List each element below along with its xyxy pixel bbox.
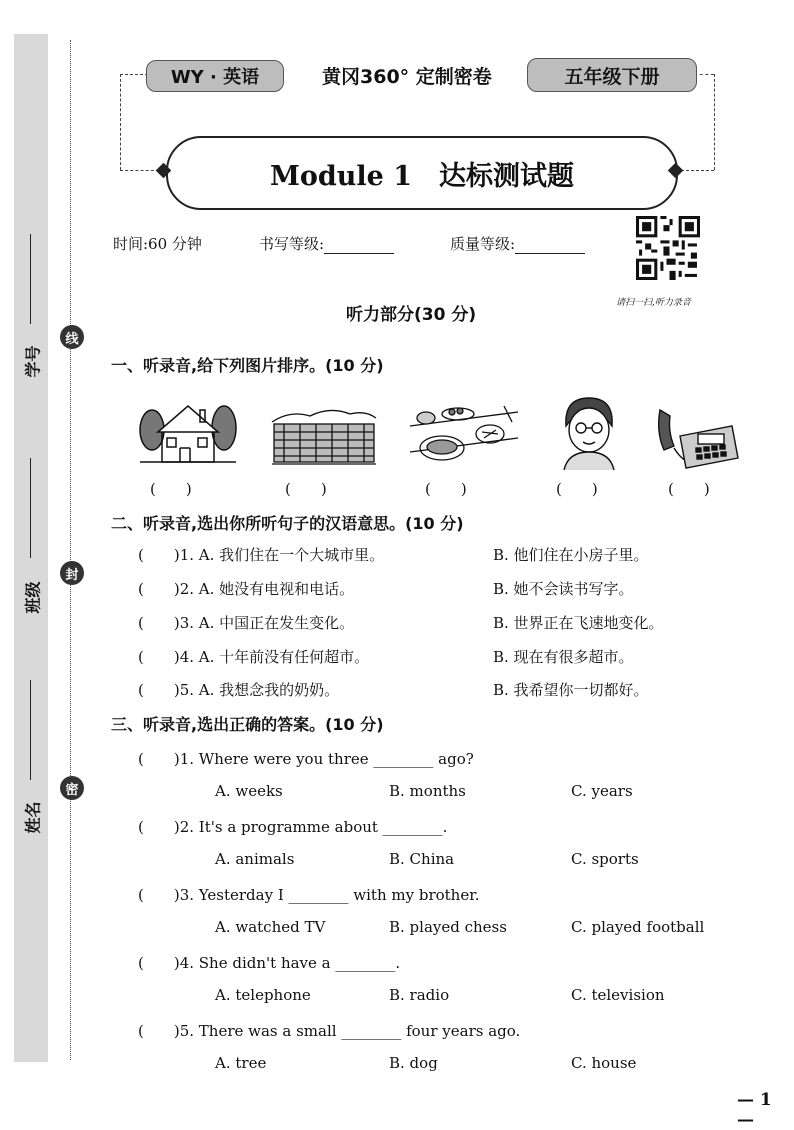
series-name: 黄冈360° 定制密卷 xyxy=(322,66,492,88)
quality-grade xyxy=(450,233,585,254)
s3-q3-option-c[interactable]: C. played football xyxy=(571,918,705,936)
village-picture xyxy=(270,392,378,472)
seal-seal-mark: 封 xyxy=(60,561,84,585)
time-label: 时间:60 分钟 xyxy=(113,235,202,253)
student-no-line xyxy=(30,234,31,324)
s3-q4-option-a[interactable]: A. telephone xyxy=(215,986,311,1004)
quality-grade-label: 质量等级: xyxy=(450,235,516,253)
s3-q5: ( )5. There was a small ________ four years ago. xyxy=(138,1022,521,1040)
s3-q3-option-b[interactable]: B. played chess xyxy=(389,918,507,936)
writing-grade xyxy=(259,233,394,254)
subject-pill: WY · 英语 xyxy=(146,60,284,92)
s3-q4-option-c[interactable]: C. television xyxy=(571,986,665,1004)
s3-q1-option-a[interactable]: A. weeks xyxy=(215,782,283,800)
class-label: 班级 xyxy=(23,581,43,614)
s2-q1[interactable]: ( )1. A. 我们住在一个大城市里。 xyxy=(138,546,385,564)
s2-q2[interactable]: ( )2. A. 她没有电视和电话。 xyxy=(138,580,355,598)
listening-title: 听力部分(30 分) xyxy=(346,305,477,325)
seal-secret-mark: 密 xyxy=(60,776,84,800)
s3-q2-option-b[interactable]: B. China xyxy=(389,850,455,868)
picture-order-blank-5[interactable]: ( ) xyxy=(668,480,710,498)
s3-q5-option-a[interactable]: A. tree xyxy=(215,1054,267,1072)
s3-q1: ( )1. Where were you three ________ ago? xyxy=(138,750,474,768)
student-no-label: 学号 xyxy=(23,345,43,378)
name-line xyxy=(30,680,31,780)
s3-q3: ( )3. Yesterday I ________ with my brother. xyxy=(138,886,480,904)
section3-title: 三、听录音,选出正确的答案。(10 分) xyxy=(111,715,384,734)
s2-q3-option-b[interactable]: B. 世界正在飞速地变化。 xyxy=(493,614,664,632)
writing-grade-label: 书写等级: xyxy=(259,235,325,253)
section2-title: 二、听录音,选出你所听句子的汉语意思。(10 分) xyxy=(111,514,464,533)
s3-q2: ( )2. It's a programme about ________. xyxy=(138,818,448,836)
section1-title: 一、听录音,给下列图片排序。(10 分) xyxy=(111,356,384,375)
page-number: — 1 — xyxy=(737,1090,772,1130)
title-frame xyxy=(166,136,678,210)
s2-q2-option-b[interactable]: B. 她不会读书写字。 xyxy=(493,580,634,598)
s3-q4-option-b[interactable]: B. radio xyxy=(389,986,450,1004)
s2-q5[interactable]: ( )5. A. 我想念我的奶奶。 xyxy=(138,681,340,699)
s3-q2-option-a[interactable]: A. animals xyxy=(215,850,295,868)
house-picture xyxy=(138,392,238,472)
cut-line xyxy=(70,40,71,1060)
qr-caption: 请扫一扫,听力录音 xyxy=(616,298,691,308)
s3-q1-option-b[interactable]: B. months xyxy=(389,782,466,800)
header-dash-right xyxy=(714,74,715,170)
grade-pill: 五年级下册 xyxy=(527,58,697,92)
picture-order-blank-2[interactable]: ( ) xyxy=(285,480,327,498)
s2-q4[interactable]: ( )4. A. 十年前没有任何超市。 xyxy=(138,648,370,666)
s2-q4-option-b[interactable]: B. 现在有很多超市。 xyxy=(493,648,634,666)
telephone-picture xyxy=(654,392,740,472)
s3-q5-option-b[interactable]: B. dog xyxy=(389,1054,438,1072)
page-title: Module 1 达标测试题 xyxy=(269,160,575,192)
s3-q2-option-c[interactable]: C. sports xyxy=(571,850,639,868)
qr-code-icon[interactable] xyxy=(636,216,700,280)
picture-order-blank-4[interactable]: ( ) xyxy=(556,480,598,498)
s2-q1-option-b[interactable]: B. 他们住在小房子里。 xyxy=(493,546,649,564)
header-dash-left xyxy=(120,74,121,170)
quality-grade-blank[interactable] xyxy=(515,237,585,254)
s3-q5-option-c[interactable]: C. house xyxy=(571,1054,637,1072)
s3-q1-option-c[interactable]: C. years xyxy=(571,782,633,800)
header-dash-right-top xyxy=(694,74,714,75)
name-label: 姓名 xyxy=(23,801,43,834)
picture-order-blank-1[interactable]: ( ) xyxy=(150,480,192,498)
s2-q3[interactable]: ( )3. A. 中国正在发生变化。 xyxy=(138,614,355,632)
class-line xyxy=(30,458,31,558)
writing-grade-blank[interactable] xyxy=(324,237,394,254)
picture-order-blank-3[interactable]: ( ) xyxy=(425,480,467,498)
food-picture xyxy=(408,392,520,472)
header-dash-left-top xyxy=(120,74,148,75)
grandmother-picture xyxy=(554,392,624,472)
s3-q3-option-a[interactable]: A. watched TV xyxy=(215,918,326,936)
s2-q5-option-b[interactable]: B. 我希望你一切都好。 xyxy=(493,681,649,699)
seal-line-mark: 线 xyxy=(60,325,84,349)
s3-q4: ( )4. She didn't have a ________. xyxy=(138,954,401,972)
